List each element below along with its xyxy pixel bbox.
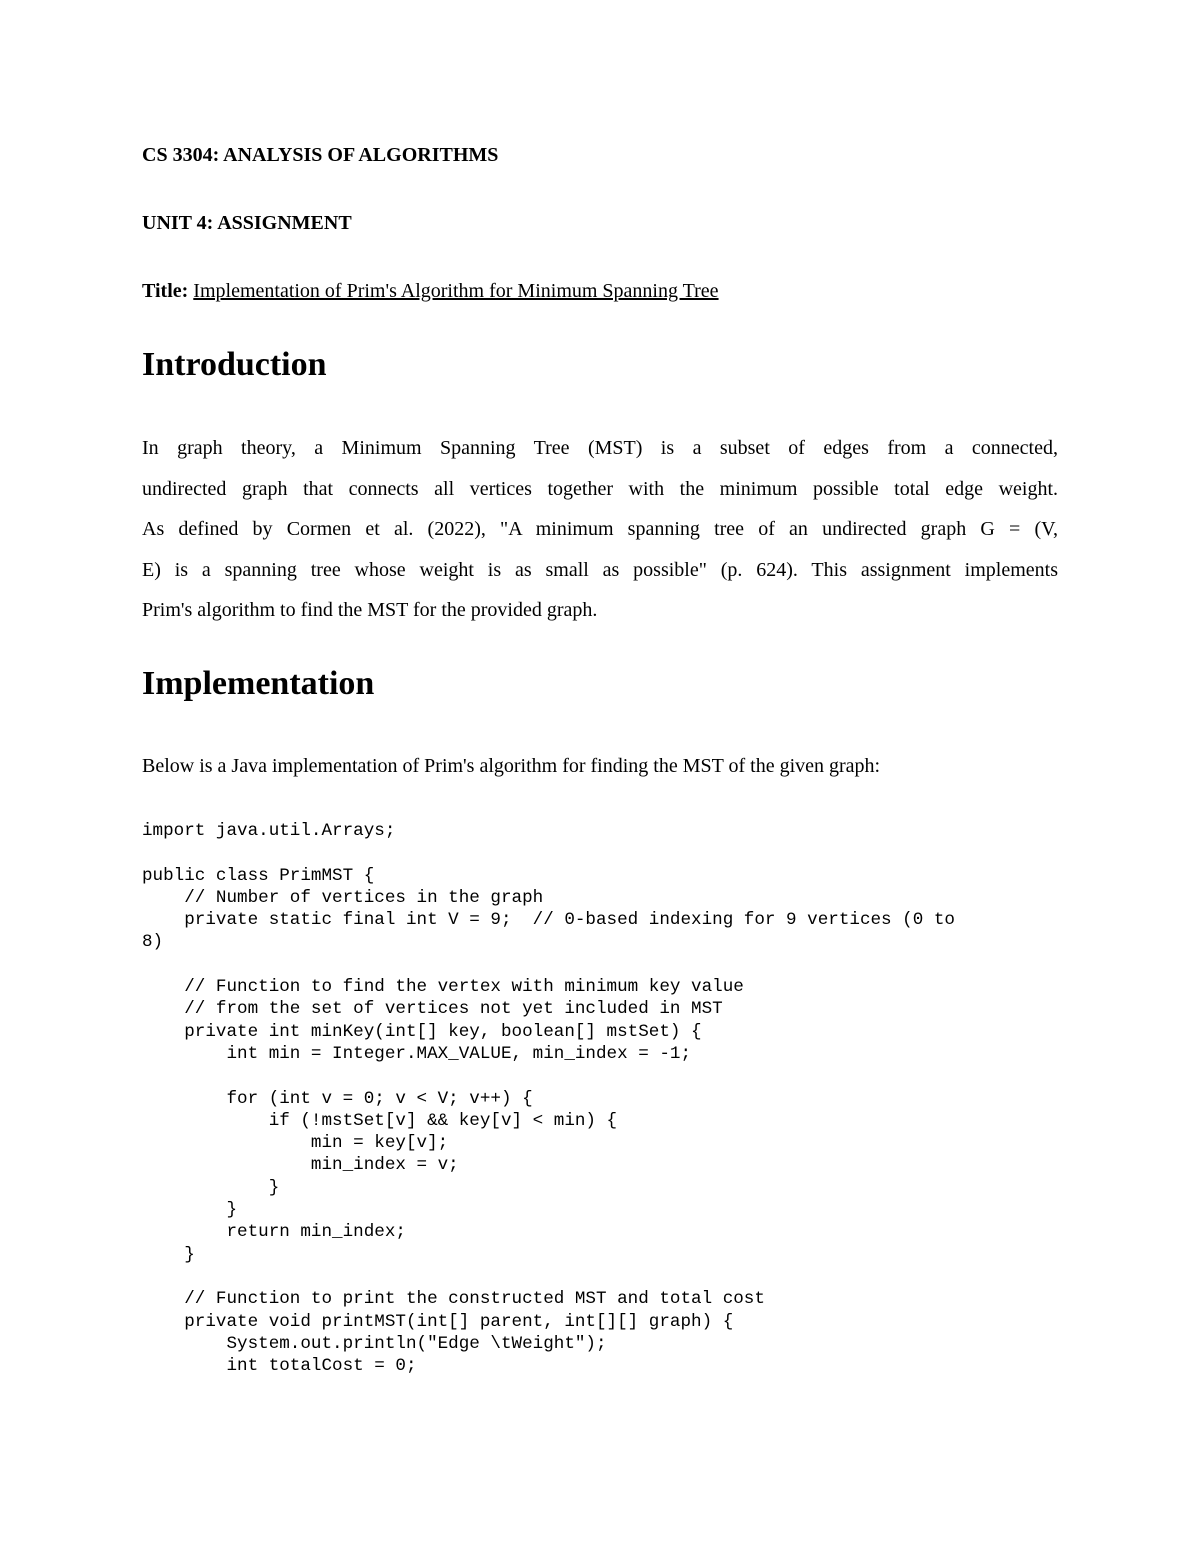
introduction-paragraph [142, 428, 1058, 631]
introduction-line: As defined by Cormen et al. (2022), "A minimum spanning tree of an undirected graph G = (V, [142, 518, 1058, 540]
assignment-title-label: Title: [142, 280, 189, 302]
assignment-title [142, 280, 719, 303]
java-code-block: import java.util.Arrays; public class PrimMST { // Number of vertices in the graph private static final int V = 9; // 0-based indexing for 9 vertices (0 to 8) // Function to find the vertex with minimum key value // from the set of vertices not yet included in MST private int minKey(int[] key, boolean[] mstSet) { int min = Integer.MAX_VALUE, min_index = -1; for (int v = 0; v < V; v++) { if (!mstSet[v] && key[v] < min) { min = key[v]; min_index = v; } } return min_index; } // Function to print the constructed MST and total cost private void printMST(int[] parent, int[][] graph) { System.out.println("Edge \tWeight"); int totalCost = 0; [142, 821, 955, 1377]
introduction-line: E) is a spanning tree whose weight is as small as possible" (p. 624). This assignment implements [142, 558, 1058, 581]
implementation-paragraph [142, 746, 1058, 787]
unit-title: UNIT 4: ASSIGNMENT [142, 212, 352, 234]
course-title: CS 3304: ANALYSIS OF ALGORITHMS [142, 144, 499, 166]
implementation-intro: Below is a Java implementation of Prim's algorithm for finding the MST of the given graph: [142, 755, 881, 777]
introduction-line: In graph theory, a Minimum Spanning Tree (MST) is a subset of edges from a connected, [142, 437, 1058, 459]
introduction-line: undirected graph that connects all vertices together with the minimum possible total edge weight. [142, 477, 1058, 500]
implementation-heading: Implementation [142, 665, 375, 702]
introduction-line: Prim's algorithm to find the MST for the provided graph. [142, 599, 598, 621]
assignment-title-value: Implementation of Prim's Algorithm for Minimum Spanning Tree [193, 280, 719, 302]
introduction-heading: Introduction [142, 346, 327, 383]
